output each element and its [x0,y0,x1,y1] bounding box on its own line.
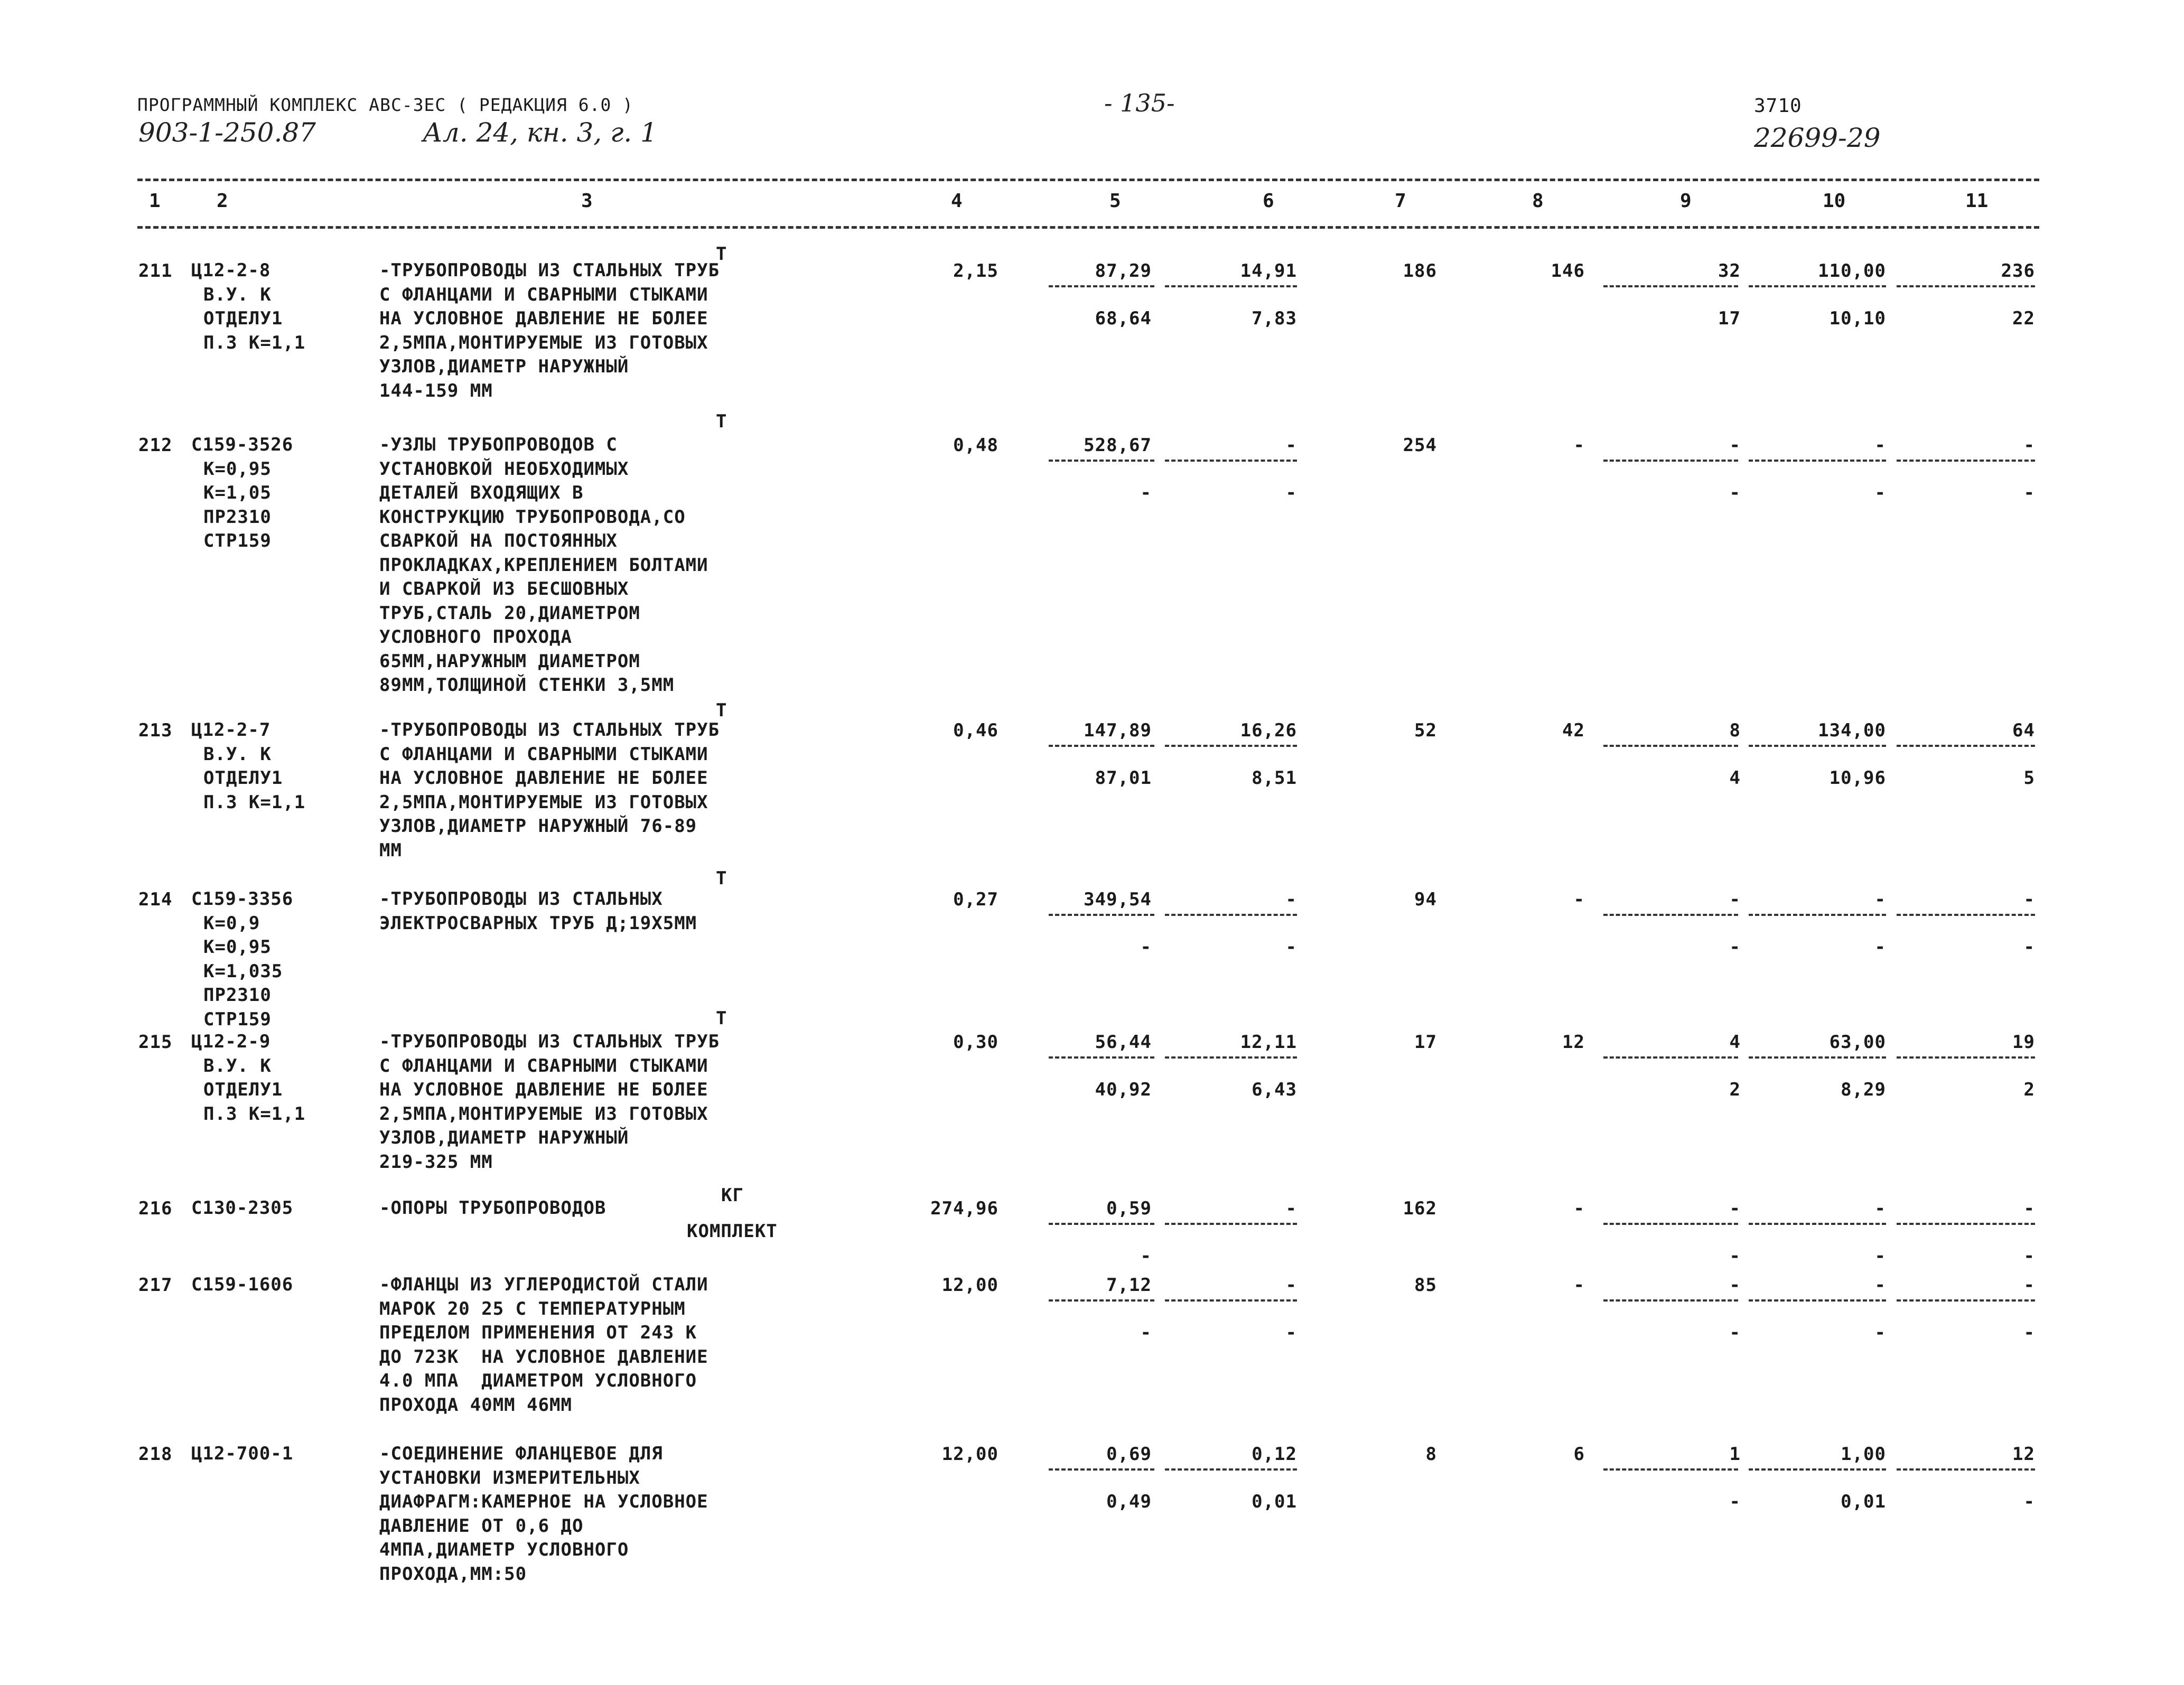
cell-c9b: - [1729,1322,1741,1343]
cell-c8: - [1573,1275,1585,1296]
code-line: ПР2310 [203,506,272,528]
cell-c6: - [1285,435,1297,456]
description-line: КОНСТРУКЦИЮ ТРУБОПРОВОДА,СО [379,506,686,528]
cell-divider [1749,745,1886,747]
cell-c4: 0,46 [953,720,998,741]
cell-divider [1165,1056,1297,1059]
cell-c10: - [1874,889,1886,910]
cell-c9b: 4 [1729,767,1741,789]
header-rule-bottom [137,226,2039,229]
unit-label: Т [716,700,727,721]
cell-c4: 274,96 [930,1198,998,1219]
description-line: С ФЛАНЦАМИ И СВАРНЫМИ СТЫКАМИ [379,1055,708,1076]
cell-c11b: - [2023,1246,2035,1267]
code-line: К=1,035 [203,960,283,982]
cell-c9: - [1729,1198,1741,1219]
code-line: П.3 К=1,1 [203,1103,306,1125]
cell-divider [1897,285,2035,287]
cell-divider [1897,1056,2035,1059]
cell-divider [1603,1056,1738,1059]
cell-c7: 186 [1403,260,1437,282]
description-line: ТРУБ,СТАЛЬ 20,ДИАМЕТРОМ [379,602,640,624]
cell-c7: 162 [1403,1198,1437,1219]
cell-c7: 254 [1403,435,1437,456]
code-line: Ц12-2-7 [191,719,271,741]
cell-c5: 0,69 [1106,1444,1152,1465]
cell-divider [1749,1223,1886,1225]
code-handwritten: 22699-29 [1754,123,1881,153]
header-rule-top [137,179,2039,181]
description-line: 2,5МПА,МОНТИРУЕМЫЕ ИЗ ГОТОВЫХ [379,332,708,353]
code-line: ПР2310 [203,985,272,1006]
cell-divider [1165,285,1297,287]
cell-c11: 64 [2012,720,2035,741]
cell-c4: 2,15 [953,260,998,282]
cell-c10b: 0,01 [1841,1491,1886,1512]
cell-c11: - [2023,435,2035,456]
cell-divider [1603,460,1738,462]
code-line: В.У. К [203,284,272,305]
cell-c11: - [2023,889,2035,910]
cell-c6b: 8,51 [1252,767,1297,789]
description-line: ПРОКЛАДКАХ,КРЕПЛЕНИЕМ БОЛТАМИ [379,554,708,576]
cell-c5: 56,44 [1095,1032,1152,1053]
cell-c11b: - [2023,937,2035,958]
row-number: 217 [138,1275,173,1296]
cell-divider [1603,1468,1738,1471]
cell-divider [1603,1223,1738,1225]
description-line: -УЗЛЫ ТРУБОПРОВОДОВ С [379,434,618,455]
cell-c9: 32 [1718,260,1741,282]
cell-c10b: - [1874,1246,1886,1267]
cell-c6: 14,91 [1240,260,1297,282]
cell-c6b: - [1285,482,1297,503]
row-number: 218 [138,1444,173,1465]
code-line: П.3 К=1,1 [203,332,306,353]
description-line: -ТРУБОПРОВОДЫ ИЗ СТАЛЬНЫХ ТРУБ [379,1031,720,1052]
code-line: С159-3356 [191,888,294,910]
cell-c11b: 2 [2023,1079,2035,1100]
unit-label: Т [716,1008,727,1029]
unit-label: КГ [721,1185,744,1206]
cell-c9b: - [1729,1491,1741,1512]
cell-c6: - [1285,1198,1297,1219]
description-line: 89ММ,ТОЛЩИНОЙ СТЕНКИ 3,5ММ [379,675,675,696]
cell-c8: - [1573,1198,1585,1219]
cell-c11: 12 [2012,1444,2035,1465]
code-line: В.У. К [203,1055,272,1076]
cell-divider [1749,460,1886,462]
cell-c11: 19 [2012,1032,2035,1053]
description-line: НА УСЛОВНОЕ ДАВЛЕНИЕ НЕ БОЛЕЕ [379,308,708,329]
description-line: СВАРКОЙ НА ПОСТОЯННЫХ [379,530,618,551]
code-line: Ц12-2-8 [191,260,271,281]
code-line: СТР159 [203,530,272,551]
cell-c5: 0,59 [1106,1198,1152,1219]
cell-c8: 42 [1562,720,1585,741]
description-line: ПРОХОДА,ММ:50 [379,1563,527,1585]
code-line: ОТДЕЛУ1 [203,308,283,329]
cell-c6b: 0,01 [1252,1491,1297,1512]
code-top: 3710 [1754,95,1802,117]
cell-divider [1603,914,1738,916]
unit-label: Т [716,411,727,432]
description-line: УЗЛОВ,ДИАМЕТР НАРУЖНЫЙ 76-89 [379,816,697,837]
description-line: ПРОХОДА 40ММ 46ММ [379,1394,572,1416]
code-line: В.У. К [203,743,272,765]
cell-c8: 12 [1562,1032,1585,1053]
cell-divider [1049,1468,1154,1471]
cell-c9b: 2 [1729,1079,1741,1100]
description-line: УЗЛОВ,ДИАМЕТР НАРУЖНЫЙ [379,356,629,377]
cell-divider [1897,1299,2035,1302]
cell-c11: - [2023,1275,2035,1296]
cell-c10b: 8,29 [1841,1079,1886,1100]
row-number: 214 [138,889,173,910]
column-header-4: 4 [951,190,963,212]
description-line: -ОПОРЫ ТРУБОПРОВОДОВ [379,1197,606,1219]
cell-c6: - [1285,1275,1297,1296]
cell-c9: 4 [1729,1032,1741,1053]
cell-divider [1603,1299,1738,1302]
cell-divider [1897,914,2035,916]
cell-c9b: 17 [1718,308,1741,329]
cell-c11b: - [2023,482,2035,503]
cell-c6b: - [1285,937,1297,958]
cell-c6: 0,12 [1252,1444,1297,1465]
description-line: УСТАНОВКИ ИЗМЕРИТЕЛЬНЫХ [379,1467,640,1489]
description-line: 144-159 ММ [379,380,493,401]
cell-c8: 6 [1573,1444,1585,1465]
cell-c10: 1,00 [1841,1444,1886,1465]
cell-c7: 85 [1414,1275,1437,1296]
column-header-5: 5 [1109,190,1121,212]
cell-c11: - [2023,1198,2035,1219]
cell-divider [1049,1299,1154,1302]
code-line: П.3 К=1,1 [203,791,306,813]
cell-c7: 8 [1425,1444,1437,1465]
cell-c6: - [1285,889,1297,910]
column-header-1: 1 [149,190,161,212]
description-line: ДАВЛЕНИЕ ОТ 0,6 ДО [379,1515,584,1537]
description-line: УСТАНОВКОЙ НЕОБХОДИМЫХ [379,458,629,480]
cell-c5: 87,29 [1095,260,1152,282]
code-line: С159-1606 [191,1274,294,1295]
cell-divider [1749,1056,1886,1059]
cell-divider [1165,1468,1297,1471]
column-header-6: 6 [1263,190,1274,212]
cell-c5: 147,89 [1084,720,1152,741]
code-line: Ц12-2-9 [191,1031,271,1052]
cell-c11b: 5 [2023,767,2035,789]
cell-divider [1049,1223,1154,1225]
code-line: К=1,05 [203,482,272,503]
cell-c5b: - [1140,937,1152,958]
cell-c9: 8 [1729,720,1741,741]
cell-divider [1897,745,2035,747]
cell-c10: - [1874,1275,1886,1296]
cell-c9b: - [1729,1246,1741,1267]
cell-c9b: - [1729,937,1741,958]
description-line: 219-325 ММ [379,1151,493,1173]
description-line: И СВАРКОЙ ИЗ БЕСШОВНЫХ [379,578,629,600]
cell-divider [1049,460,1154,462]
cell-divider [1897,460,2035,462]
cell-c7: 94 [1414,889,1437,910]
column-header-9: 9 [1680,190,1692,212]
description-line: 4МПА,ДИАМЕТР УСЛОВНОГО [379,1539,629,1560]
row-number: 215 [138,1032,173,1053]
cell-c4: 0,48 [953,435,998,456]
cell-c10: - [1874,1198,1886,1219]
code-line: Ц12-700-1 [191,1443,294,1464]
description-line: УЗЛОВ,ДИАМЕТР НАРУЖНЫЙ [379,1127,629,1148]
cell-c5b: - [1140,1246,1152,1267]
code-line: К=0,95 [203,458,272,480]
cell-divider [1897,1223,2035,1225]
column-header-2: 2 [217,190,228,212]
description-line: ПРЕДЕЛОМ ПРИМЕНЕНИЯ ОТ 243 К [379,1322,697,1343]
cell-c10: 110,00 [1818,260,1886,282]
description-line: ЭЛЕКТРОСВАРНЫХ ТРУБ Д;19Х5ММ [379,912,697,934]
cell-c9: - [1729,435,1741,456]
column-header-8: 8 [1532,190,1544,212]
album-ref: Ал. 24, кн. 3, г. 1 [423,117,657,148]
cell-c9b: - [1729,482,1741,503]
cell-c10b: - [1874,482,1886,503]
description-line: УСЛОВНОГО ПРОХОДА [379,626,572,648]
cell-c9: 1 [1729,1444,1741,1465]
cell-c7: 17 [1414,1032,1437,1053]
cell-c10: - [1874,435,1886,456]
cell-c4: 12,00 [941,1275,998,1296]
cell-c10: 63,00 [1829,1032,1886,1053]
column-header-7: 7 [1395,190,1406,212]
description-line: -ТРУБОПРОВОДЫ ИЗ СТАЛЬНЫХ ТРУБ [379,260,720,281]
description-line: -ТРУБОПРОВОДЫ ИЗ СТАЛЬНЫХ [379,888,663,910]
cell-divider [1165,914,1297,916]
doc-code: 903-1-250.87 [138,117,316,148]
unit-label: КОМПЛЕКТ [687,1221,778,1242]
code-line: ОТДЕЛУ1 [203,767,283,789]
row-number: 211 [138,260,173,282]
cell-c5b: - [1140,482,1152,503]
cell-c6b: 6,43 [1252,1079,1297,1100]
description-line: ДИАФРАГМ:КАМЕРНОЕ НА УСЛОВНОЕ [379,1491,708,1512]
cell-c8: 146 [1551,260,1585,282]
cell-divider [1165,460,1297,462]
row-number: 212 [138,435,173,456]
cell-c10: 134,00 [1818,720,1886,741]
cell-c5: 7,12 [1106,1275,1152,1296]
description-line: НА УСЛОВНОЕ ДАВЛЕНИЕ НЕ БОЛЕЕ [379,767,708,789]
code-line: С130-2305 [191,1197,294,1219]
description-line: 4.0 МПА ДИАМЕТРОМ УСЛОВНОГО [379,1370,697,1391]
cell-c4: 12,00 [941,1444,998,1465]
cell-c5b: 68,64 [1095,308,1152,329]
cell-c5b: - [1140,1322,1152,1343]
cell-c11b: - [2023,1491,2035,1512]
cell-c5b: 0,49 [1106,1491,1152,1512]
description-line: МАРОК 20 25 С ТЕМПЕРАТУРНЫМ [379,1298,686,1319]
description-line: ММ [379,839,402,861]
cell-c11b: 22 [2012,308,2035,329]
cell-c5: 528,67 [1084,435,1152,456]
cell-c10b: - [1874,937,1886,958]
cell-divider [1749,1468,1886,1471]
description-line: НА УСЛОВНОЕ ДАВЛЕНИЕ НЕ БОЛЕЕ [379,1079,708,1100]
cell-c10b: 10,96 [1829,767,1886,789]
cell-divider [1749,1299,1886,1302]
cell-c5: 349,54 [1084,889,1152,910]
unit-label: Т [716,244,727,265]
code-line: С159-3526 [191,434,294,455]
code-line: СТР159 [203,1008,272,1030]
column-header-11: 11 [1965,190,1989,212]
row-number: 216 [138,1198,173,1219]
column-header-10: 10 [1823,190,1846,212]
cell-c9: - [1729,889,1741,910]
code-line: К=0,9 [203,912,260,934]
cell-divider [1165,1223,1297,1225]
description-line: С ФЛАНЦАМИ И СВАРНЫМИ СТЫКАМИ [379,284,708,305]
cell-divider [1749,285,1886,287]
description-line: 2,5МПА,МОНТИРУЕМЫЕ ИЗ ГОТОВЫХ [379,1103,708,1125]
cell-divider [1049,1056,1154,1059]
cell-c6b: - [1285,1322,1297,1343]
description-line: ДЕТАЛЕЙ ВХОДЯЩИХ В [379,482,584,503]
code-line: К=0,95 [203,937,272,958]
description-line: 2,5МПА,МОНТИРУЕМЫЕ ИЗ ГОТОВЫХ [379,791,708,813]
code-line: ОТДЕЛУ1 [203,1079,283,1100]
cell-divider [1749,914,1886,916]
cell-c6b: 7,83 [1252,308,1297,329]
description-line: ДО 723К НА УСЛОВНОЕ ДАВЛЕНИЕ [379,1346,708,1368]
page-number: - 135- [1104,89,1175,117]
cell-c7: 52 [1414,720,1437,741]
cell-c10b: 10,10 [1829,308,1886,329]
cell-c8: - [1573,435,1585,456]
cell-c6: 16,26 [1240,720,1297,741]
cell-divider [1165,745,1297,747]
unit-label: Т [716,868,727,889]
row-number: 213 [138,720,173,741]
cell-c4: 0,30 [953,1032,998,1053]
cell-divider [1049,745,1154,747]
cell-c5b: 87,01 [1095,767,1152,789]
description-line: 65ММ,НАРУЖНЫМ ДИАМЕТРОМ [379,650,640,672]
cell-divider [1603,745,1738,747]
cell-divider [1049,285,1154,287]
cell-c11: 236 [2001,260,2035,282]
cell-divider [1897,1468,2035,1471]
cell-divider [1165,1299,1297,1302]
cell-divider [1603,285,1738,287]
column-header-3: 3 [581,190,593,212]
cell-divider [1049,914,1154,916]
cell-c8: - [1573,889,1585,910]
description-line: -ТРУБОПРОВОДЫ ИЗ СТАЛЬНЫХ ТРУБ [379,719,720,741]
cell-c5b: 40,92 [1095,1079,1152,1100]
cell-c10b: - [1874,1322,1886,1343]
program-header: ПРОГРАММНЫЙ КОМПЛЕКС АВС-ЗЕС ( РЕДАКЦИЯ 6.0 ) [137,95,634,115]
description-line: -ФЛАНЦЫ ИЗ УГЛЕРОДИСТОЙ СТАЛИ [379,1274,708,1295]
cell-c11b: - [2023,1322,2035,1343]
cell-c4: 0,27 [953,889,998,910]
description-line: -СОЕДИНЕНИЕ ФЛАНЦЕВОЕ ДЛЯ [379,1443,663,1464]
cell-c9: - [1729,1275,1741,1296]
cell-c6: 12,11 [1240,1032,1297,1053]
description-line: С ФЛАНЦАМИ И СВАРНЫМИ СТЫКАМИ [379,743,708,765]
